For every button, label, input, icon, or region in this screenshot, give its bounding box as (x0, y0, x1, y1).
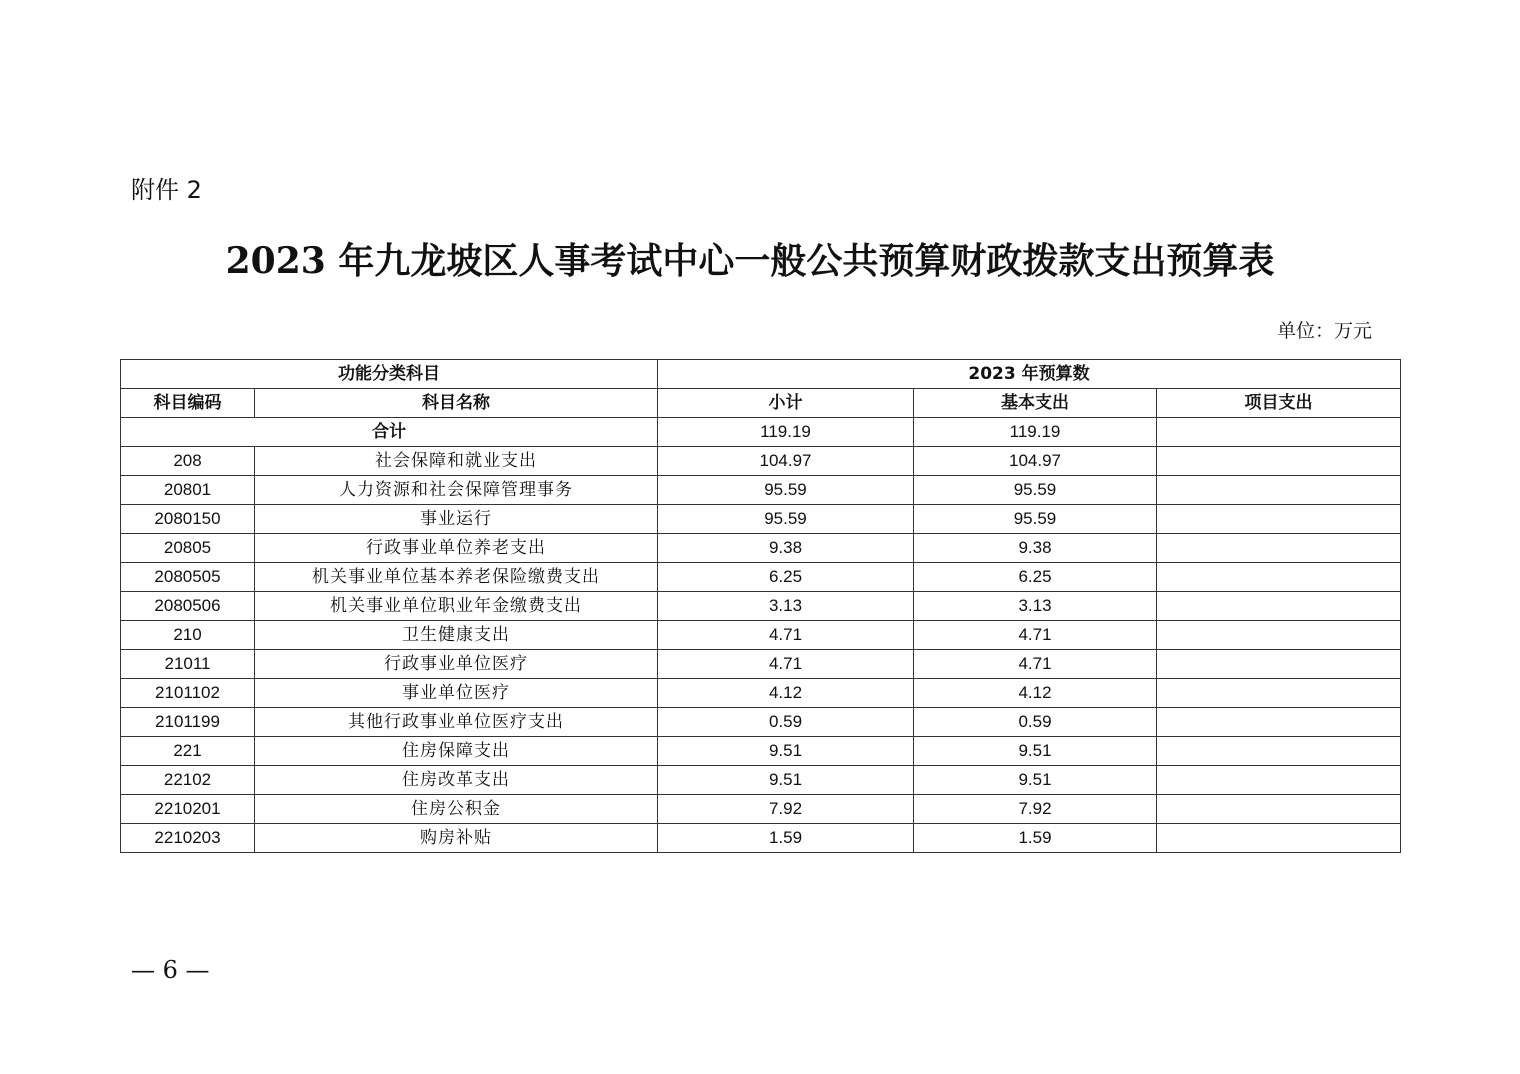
row-basic: 95.59 (914, 505, 1157, 534)
budget-table (120, 359, 1401, 853)
row-code: 20805 (121, 534, 255, 563)
table-row (121, 766, 1401, 795)
row-code: 20801 (121, 476, 255, 505)
row-project (1157, 737, 1401, 766)
table-row (121, 447, 1401, 476)
row-subtotal: 9.51 (658, 766, 914, 795)
row-basic: 3.13 (914, 592, 1157, 621)
row-subtotal: 7.92 (658, 795, 914, 824)
total-subtotal: 119.19 (658, 418, 914, 447)
row-basic: 6.25 (914, 563, 1157, 592)
row-basic: 0.59 (914, 708, 1157, 737)
attachment-label: 附件 2 (131, 176, 202, 204)
table-row (121, 563, 1401, 592)
row-project (1157, 766, 1401, 795)
row-project (1157, 476, 1401, 505)
row-code: 210 (121, 621, 255, 650)
column-header-subtotal: 小计 (658, 389, 914, 418)
row-name: 机关事业单位基本养老保险缴费支出 (255, 563, 658, 592)
unit-label: 单位：万元 (1276, 320, 1372, 342)
row-basic: 1.59 (914, 824, 1157, 853)
row-project (1157, 505, 1401, 534)
column-header-project: 项目支出 (1157, 389, 1401, 418)
row-name: 住房保障支出 (255, 737, 658, 766)
table-row (121, 592, 1401, 621)
row-project (1157, 824, 1401, 853)
table-row (121, 505, 1401, 534)
row-basic: 4.71 (914, 650, 1157, 679)
row-code: 208 (121, 447, 255, 476)
row-subtotal: 104.97 (658, 447, 914, 476)
row-subtotal: 4.71 (658, 650, 914, 679)
table-row (121, 708, 1401, 737)
page-number: — 6 — (131, 956, 210, 984)
row-project (1157, 447, 1401, 476)
row-project (1157, 708, 1401, 737)
table-row (121, 795, 1401, 824)
table-row (121, 621, 1401, 650)
total-row (121, 418, 1401, 447)
row-subtotal: 95.59 (658, 505, 914, 534)
row-project (1157, 650, 1401, 679)
table-row (121, 679, 1401, 708)
row-code: 221 (121, 737, 255, 766)
row-code: 2080506 (121, 592, 255, 621)
row-subtotal: 95.59 (658, 476, 914, 505)
row-name: 社会保障和就业支出 (255, 447, 658, 476)
table-row (121, 476, 1401, 505)
total-project (1157, 418, 1401, 447)
row-name: 事业单位医疗 (255, 679, 658, 708)
row-name: 住房公积金 (255, 795, 658, 824)
row-name: 行政事业单位养老支出 (255, 534, 658, 563)
column-header-row (121, 389, 1401, 418)
group-header-row (121, 360, 1401, 389)
row-basic: 9.38 (914, 534, 1157, 563)
table-row (121, 737, 1401, 766)
row-project (1157, 621, 1401, 650)
row-code: 2080150 (121, 505, 255, 534)
table-row (121, 650, 1401, 679)
row-subtotal: 6.25 (658, 563, 914, 592)
row-name: 人力资源和社会保障管理事务 (255, 476, 658, 505)
group-header-function: 功能分类科目 (121, 360, 658, 389)
row-subtotal: 0.59 (658, 708, 914, 737)
row-basic: 7.92 (914, 795, 1157, 824)
row-project (1157, 679, 1401, 708)
row-name: 住房改革支出 (255, 766, 658, 795)
row-basic: 95.59 (914, 476, 1157, 505)
row-code: 2101102 (121, 679, 255, 708)
total-basic: 119.19 (914, 418, 1157, 447)
row-subtotal: 4.12 (658, 679, 914, 708)
table-row (121, 534, 1401, 563)
row-project (1157, 795, 1401, 824)
row-name: 事业运行 (255, 505, 658, 534)
row-code: 2101199 (121, 708, 255, 737)
row-subtotal: 9.38 (658, 534, 914, 563)
row-name: 行政事业单位医疗 (255, 650, 658, 679)
column-header-code: 科目编码 (121, 389, 255, 418)
row-basic: 9.51 (914, 737, 1157, 766)
row-name: 购房补贴 (255, 824, 658, 853)
row-project (1157, 534, 1401, 563)
row-name: 卫生健康支出 (255, 621, 658, 650)
table-row (121, 824, 1401, 853)
row-basic: 9.51 (914, 766, 1157, 795)
row-project (1157, 563, 1401, 592)
column-header-basic: 基本支出 (914, 389, 1157, 418)
row-code: 2210201 (121, 795, 255, 824)
row-code: 2080505 (121, 563, 255, 592)
row-project (1157, 592, 1401, 621)
row-subtotal: 9.51 (658, 737, 914, 766)
page-title: 2023 年九龙坡区人事考试中心一般公共预算财政拨款支出预算表 (225, 240, 1275, 282)
row-basic: 4.12 (914, 679, 1157, 708)
row-code: 21011 (121, 650, 255, 679)
row-subtotal: 1.59 (658, 824, 914, 853)
group-header-budget: 2023 年预算数 (658, 360, 1401, 389)
row-basic: 4.71 (914, 621, 1157, 650)
row-name: 机关事业单位职业年金缴费支出 (255, 592, 658, 621)
column-header-name: 科目名称 (255, 389, 658, 418)
row-subtotal: 3.13 (658, 592, 914, 621)
total-label: 合计 (121, 418, 658, 447)
row-subtotal: 4.71 (658, 621, 914, 650)
row-code: 22102 (121, 766, 255, 795)
row-basic: 104.97 (914, 447, 1157, 476)
row-code: 2210203 (121, 824, 255, 853)
row-name: 其他行政事业单位医疗支出 (255, 708, 658, 737)
